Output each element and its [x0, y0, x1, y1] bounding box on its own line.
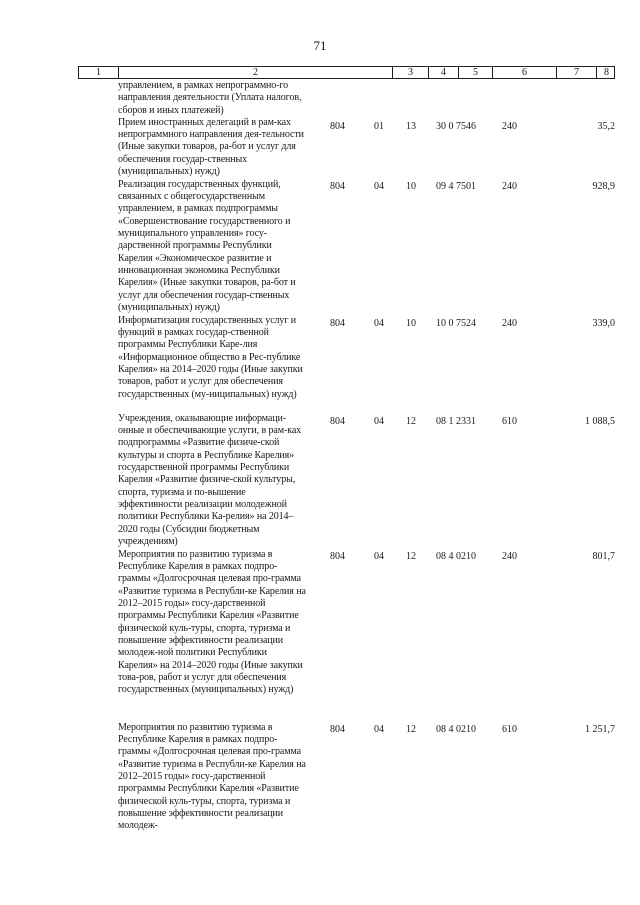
row-subsection: 10: [406, 317, 416, 329]
row-target: 08 4 0210: [436, 550, 476, 562]
row-target: 09 4 7501: [436, 180, 476, 192]
row-subsection: 13: [406, 120, 416, 132]
table-row: [118, 117, 615, 179]
row-description: Мероприятия по развитию туризма в Республике Карелия в рамках подпро-граммы «Долгосрочная целевая про-грамма «Развитие туризма в Республи-ке Карелия на 2012–2015 годы» госу-дарственной программы Республики Карелия «Развитие физической куль-туры, спорта, туризма и повышение эффективности реализации молодеж-ной политики Республики Карелия» на 2014–2020 годы (Иные закупки това-ров, работ и услуг для обеспечения государственных (муниципальных) нужд): [118, 548, 306, 696]
page-number: 71: [313, 38, 327, 53]
row-type: 240: [502, 317, 517, 329]
row-description: управлением, в рамках непрограммно-го направления деятельности (Уплата налогов, сборов и иных платежей): [118, 80, 302, 116]
row-subsection: 10: [406, 180, 416, 192]
row-subsection: 12: [406, 550, 416, 562]
row-description: Прием иностранных делегаций в рам-ках непрограммного направления дея-тельности (Иные закупки товаров, ра-бот и услуг для обеспечения государ-ственных (муниципальных) нужд): [118, 116, 304, 178]
row-code: 804: [330, 550, 345, 562]
row-description: Учреждения, оказывающие информаци-онные и обеспечивающие услуги, в рам-ках подпрограммы «Развитие физиче-ской культуры и спорта в Республике Карелия» государственной программы Республики Карелия «Развитие физиче-ской культуры, спорта, туризма и по-вышение эффективности реализации молодежной политики Республики Ка-релия» на 2014–2020 годы (Субсидии бюджетным учреждениям): [118, 412, 302, 547]
row-amount: 35,2: [597, 120, 615, 132]
table-header-row: [78, 66, 615, 79]
row-description: Информатизация государственных услуг и функций в рамках государ-ственной программы Республики Каре-лия «Информационное общество в Рес-публике Карелия» на 2014–2020 годы (Иные закупки товаров, работ и услуг для обеспечения государственных (му-ниципальных) нужд): [118, 314, 303, 400]
column-header-2: 2: [119, 67, 393, 78]
row-description: Реализация государственных функций, связанных с общегосударственным управлением, в рамках подпрограммы «Совершенствование государственного и муниципального управления» госу-дарственной программы Республики Карелия «Экономическое развитие и инновационная экономика Республики Карелия» (Иные закупки товаров, ра-бот и услуг для обеспечения государ-ственных (муниципальных) нужд): [118, 178, 296, 313]
row-amount: 1 088,5: [585, 415, 615, 427]
row-amount: 801,7: [592, 550, 615, 562]
row-type: 240: [502, 120, 517, 132]
row-description: Мероприятия по развитию туризма в Республике Карелия в рамках подпро-граммы «Долгосрочная целевая про-грамма «Развитие туризма в Республи-ке Карелия на 2012–2015 годы» госу-дарственной программы Республики Карелия «Развитие физической куль-туры, спорта, туризма и повышение эффективности реализации молодеж-: [118, 721, 306, 832]
row-amount: 339,0: [592, 317, 615, 329]
budget-table: [118, 80, 615, 833]
row-code: 804: [330, 723, 345, 735]
row-section: 04: [374, 180, 384, 192]
row-code: 804: [330, 415, 345, 427]
row-section: 04: [374, 415, 384, 427]
column-header-3: 3: [393, 67, 429, 78]
row-amount: 1 251,7: [585, 723, 615, 735]
row-section: 01: [374, 120, 384, 132]
column-header-7: 7: [557, 67, 597, 78]
row-type: 240: [502, 180, 517, 192]
column-header-5: 5: [459, 67, 493, 78]
row-target: 30 0 7546: [436, 120, 476, 132]
table-row: [118, 722, 615, 833]
table-row: [118, 549, 615, 722]
row-subsection: 12: [406, 415, 416, 427]
row-type: 610: [502, 415, 517, 427]
table-row: [118, 315, 615, 413]
row-type: 240: [502, 550, 517, 562]
column-header-6: 6: [493, 67, 557, 78]
row-target: 10 0 7524: [436, 317, 476, 329]
row-target: 08 4 0210: [436, 723, 476, 735]
table-row: [118, 413, 615, 549]
row-code: 804: [330, 120, 345, 132]
table-row: [118, 80, 615, 117]
row-section: 04: [374, 550, 384, 562]
row-subsection: 12: [406, 723, 416, 735]
column-header-8: 8: [604, 67, 609, 78]
column-header-4: 4: [429, 67, 459, 78]
row-amount: 928,9: [592, 180, 615, 192]
row-code: 804: [330, 180, 345, 192]
row-type: 610: [502, 723, 517, 735]
table-row: [118, 179, 615, 315]
row-target: 08 1 2331: [436, 415, 476, 427]
row-code: 804: [330, 317, 345, 329]
row-section: 04: [374, 723, 384, 735]
row-section: 04: [374, 317, 384, 329]
column-header-1: 1: [79, 67, 119, 78]
